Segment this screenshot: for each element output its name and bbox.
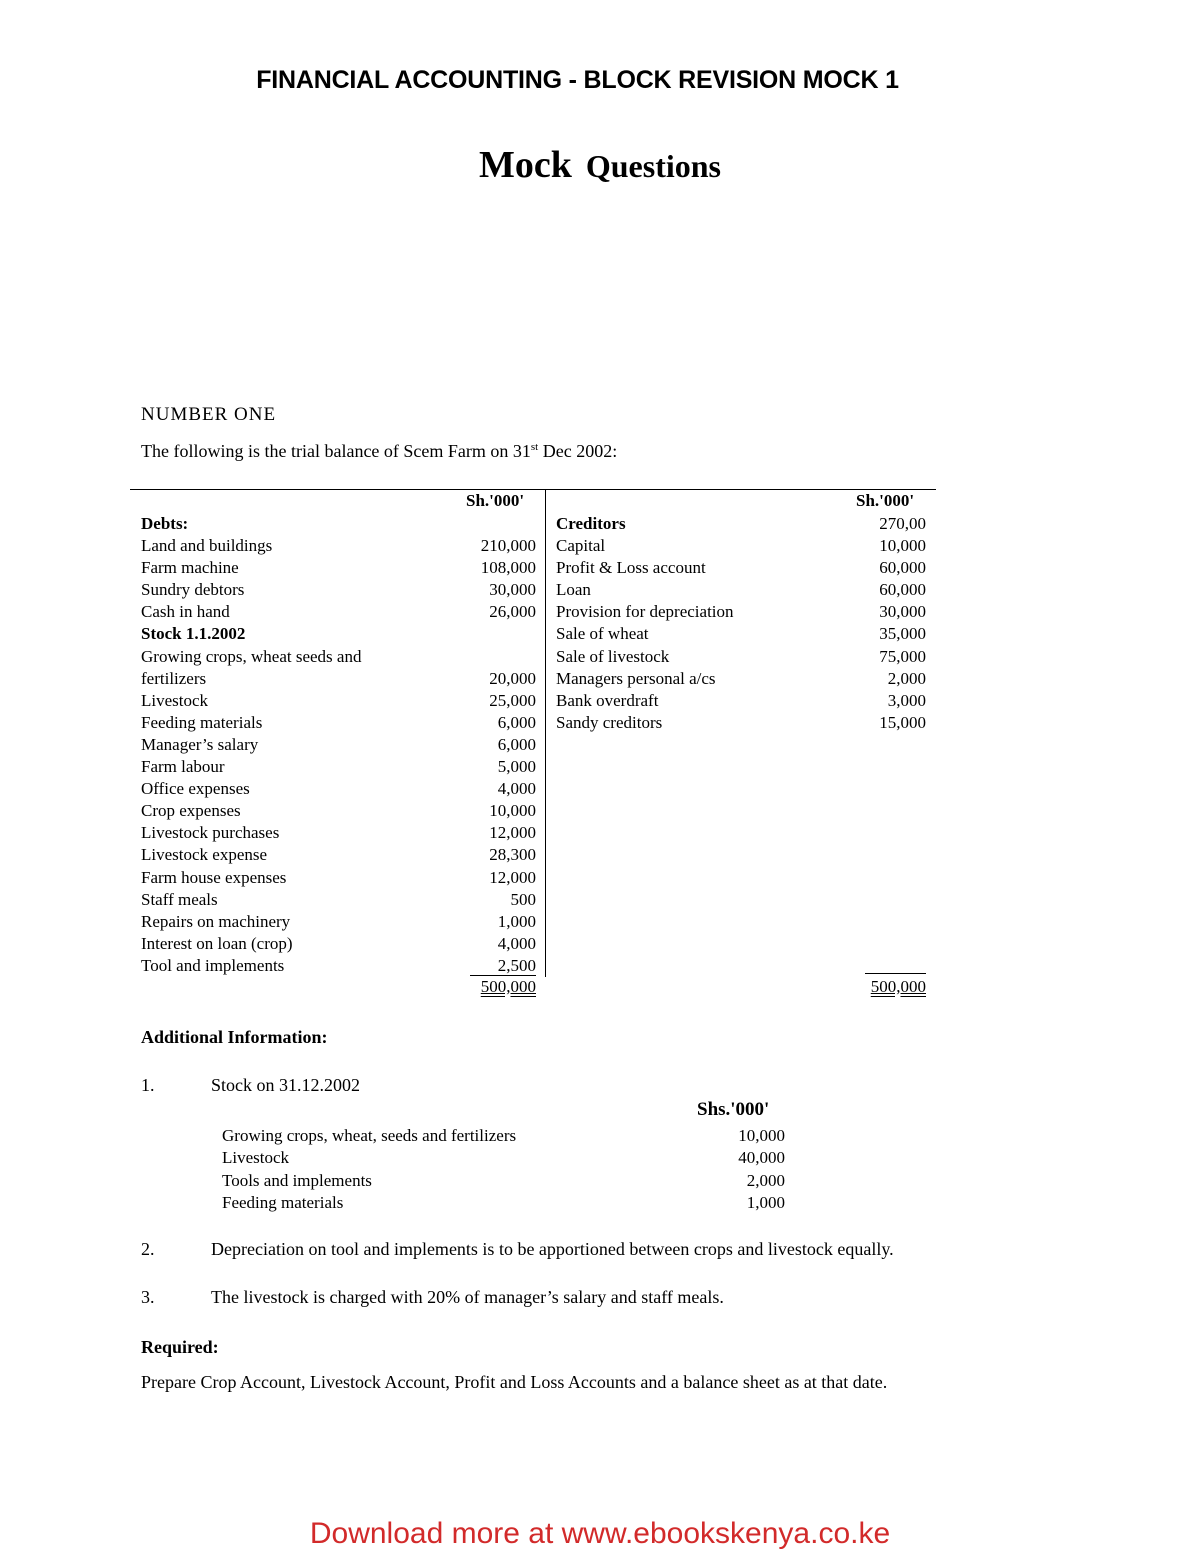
credit-row — [556, 712, 926, 734]
debit-row — [141, 844, 536, 866]
stock-row-label: Feeding materials — [222, 1192, 344, 1212]
debit-row-amount: 5,000 — [497, 757, 536, 776]
debits-heading: Debts: — [141, 514, 189, 533]
document-header-title: FINANCIAL ACCOUNTING - BLOCK REVISION MOCK 1 — [256, 66, 899, 94]
credit-row-amount: 35,000 — [879, 624, 926, 644]
debit-row — [141, 668, 536, 690]
credit-row — [556, 646, 926, 668]
debit-row — [141, 601, 536, 623]
debit-row-label: Tool and implements — [141, 955, 285, 975]
debit-row-label: Livestock purchases — [141, 823, 280, 843]
credits-heading: Creditors — [556, 514, 626, 533]
debit-row-amount: 210,000 — [480, 536, 536, 555]
debit-row-amount: 4,000 — [497, 779, 536, 799]
credit-row-amount: 75,000 — [879, 646, 926, 666]
debit-row-amount: 30,000 — [489, 580, 536, 600]
debit-row — [141, 933, 536, 955]
item-number-3: 3. — [141, 1287, 155, 1307]
debit-row-amount: 20,000 — [489, 668, 536, 688]
debit-row — [141, 889, 536, 911]
credit-row-label: Loan — [556, 580, 591, 600]
debit-row-amount: 6,000 — [497, 712, 536, 732]
debit-row-amount: 26,000 — [489, 602, 536, 622]
debit-row — [141, 778, 536, 800]
debit-row-label: Repairs on machinery — [141, 911, 291, 931]
mock-title-word2: Questions — [585, 148, 721, 184]
debit-row-amount: 108,000 — [480, 558, 536, 578]
credit-row — [556, 668, 926, 690]
intro-after: Dec 2002: — [538, 441, 618, 461]
stock-row-amount: 40,000 — [738, 1148, 785, 1168]
debit-row — [141, 623, 536, 645]
debit-row — [141, 911, 536, 933]
credit-row — [556, 690, 926, 712]
debit-row-label: Feeding materials — [141, 712, 263, 732]
credit-row-amount: 15,000 — [879, 712, 926, 732]
credit-row — [556, 535, 926, 557]
debit-row-amount: 25,000 — [489, 690, 536, 710]
trial-balance-column-divider — [545, 489, 546, 977]
item-text-1: Stock on 31.12.2002 — [211, 1075, 361, 1095]
credit-row — [556, 601, 926, 623]
debit-row-label: Crop expenses — [141, 801, 241, 821]
stock-row — [222, 1125, 785, 1147]
stock-row-label: Livestock — [222, 1148, 290, 1168]
credit-row-label: Managers personal a/cs — [556, 668, 716, 688]
stock-row-label: Growing crops, wheat, seeds and fertilizers — [222, 1126, 517, 1145]
debit-row-amount: 10,000 — [489, 801, 536, 821]
required-text: Prepare Crop Account, Livestock Account, Profit and Loss Accounts and a balance sheet as at that date. — [141, 1372, 888, 1392]
intro-text — [141, 441, 617, 462]
debit-row-amount: 6,000 — [497, 734, 536, 754]
debit-row — [141, 579, 536, 601]
debit-row — [141, 800, 536, 822]
debit-row — [141, 557, 536, 579]
debit-column-heading: Sh.'000' — [466, 491, 525, 510]
debit-row — [141, 734, 536, 756]
stock-row-amount: 2,000 — [746, 1170, 785, 1190]
debit-row-amount: 12,000 — [489, 867, 536, 887]
debit-row-label: Office expenses — [141, 779, 250, 799]
stock-row-amount: 1,000 — [746, 1192, 785, 1212]
intro-sup: st — [530, 441, 539, 453]
mock-title-word1: Mock — [478, 144, 572, 186]
trial-balance-top-rule — [130, 489, 936, 490]
credit-row-label: Profit & Loss account — [556, 558, 706, 578]
item-number-2: 2. — [141, 1239, 155, 1259]
debit-row-label: Livestock — [141, 690, 209, 710]
credit-row-amount: 60,000 — [879, 580, 926, 600]
credit-row-label: Sale of livestock — [556, 646, 670, 666]
debit-row-amount: 500 — [510, 889, 536, 909]
download-link[interactable]: Download more at www.ebookskenya.co.ke — [309, 1517, 891, 1550]
item-text-3: The livestock is charged with 20% of manager’s salary and staff meals. — [211, 1287, 724, 1307]
credit-row-label: Capital — [556, 536, 606, 555]
credit-row-label: Bank overdraft — [556, 690, 659, 710]
debit-row-amount: 28,300 — [489, 845, 536, 865]
credit-row-label: Sandy creditors — [556, 712, 663, 732]
credit-column-heading: Sh.'000' — [856, 491, 915, 510]
credit-row — [556, 579, 926, 601]
additional-information-heading: Additional Information: — [141, 1027, 328, 1047]
credit-row-amount: 2,000 — [887, 668, 926, 688]
debit-row — [141, 867, 536, 889]
debits-heading-row — [141, 513, 536, 535]
stock-column-heading: Shs.'000' — [697, 1099, 770, 1120]
debit-row-amount: 1,000 — [497, 911, 536, 931]
debit-total: 500,000 — [480, 977, 536, 996]
stock-row — [222, 1170, 785, 1192]
debit-row — [141, 646, 536, 668]
debit-row-label: Cash in hand — [141, 602, 230, 622]
debit-subtotal-rule — [470, 975, 536, 976]
debit-row-label: Sundry debtors — [141, 580, 245, 600]
credit-row — [556, 623, 926, 645]
credit-row-amount: 3,000 — [887, 690, 926, 710]
credit-row-amount: 30,000 — [879, 602, 926, 622]
item-number-1: 1. — [141, 1075, 155, 1095]
debit-row-amount: 2,500 — [497, 955, 536, 975]
debit-row — [141, 822, 536, 844]
item-text-2: Depreciation on tool and implements is to be apportioned between crops and livestock equally. — [211, 1239, 894, 1259]
stock-row — [222, 1147, 785, 1169]
credit-row-label: Sale of wheat — [556, 624, 649, 644]
credit-subtotal-rule — [865, 973, 926, 974]
debit-row-label: Farm labour — [141, 757, 225, 776]
section-heading: NUMBER ONE — [141, 404, 277, 425]
debit-row-label: fertilizers — [141, 668, 207, 688]
required-heading: Required: — [141, 1337, 219, 1357]
stock-row-label: Tools and implements — [222, 1170, 372, 1190]
debit-row-label: Farm machine — [141, 558, 239, 578]
credits-heading-amount: 270,00 — [879, 514, 926, 533]
debit-row — [141, 955, 536, 977]
credit-row-amount: 10,000 — [879, 536, 926, 555]
debit-row — [141, 690, 536, 712]
debit-row-label: Interest on loan (crop) — [141, 933, 293, 953]
credit-total: 500,000 — [870, 977, 926, 996]
debit-row — [141, 712, 536, 734]
stock-row-amount: 10,000 — [738, 1126, 785, 1145]
debit-row-label: Growing crops, wheat seeds and — [141, 646, 362, 666]
stock-row — [222, 1192, 785, 1214]
credit-row-label: Provision for depreciation — [556, 602, 734, 622]
debit-row-label: Stock 1.1.2002 — [141, 624, 246, 644]
debit-row — [141, 535, 536, 557]
debit-row-amount: 4,000 — [497, 933, 536, 953]
mock-questions-title — [0, 143, 1200, 187]
credit-row — [556, 557, 926, 579]
debit-row — [141, 756, 536, 778]
debit-row-label: Staff meals — [141, 889, 218, 909]
debit-row-label: Farm house expenses — [141, 867, 287, 887]
intro-before: The following is the trial balance of Scem Farm on 31 — [141, 441, 531, 461]
debit-row-amount: 12,000 — [489, 823, 536, 843]
credits-heading-row — [556, 513, 926, 535]
credit-row-amount: 60,000 — [879, 558, 926, 578]
debit-row-label: Land and buildings — [141, 536, 273, 555]
debit-row-label: Manager’s salary — [141, 734, 259, 754]
debit-row-label: Livestock expense — [141, 845, 268, 865]
